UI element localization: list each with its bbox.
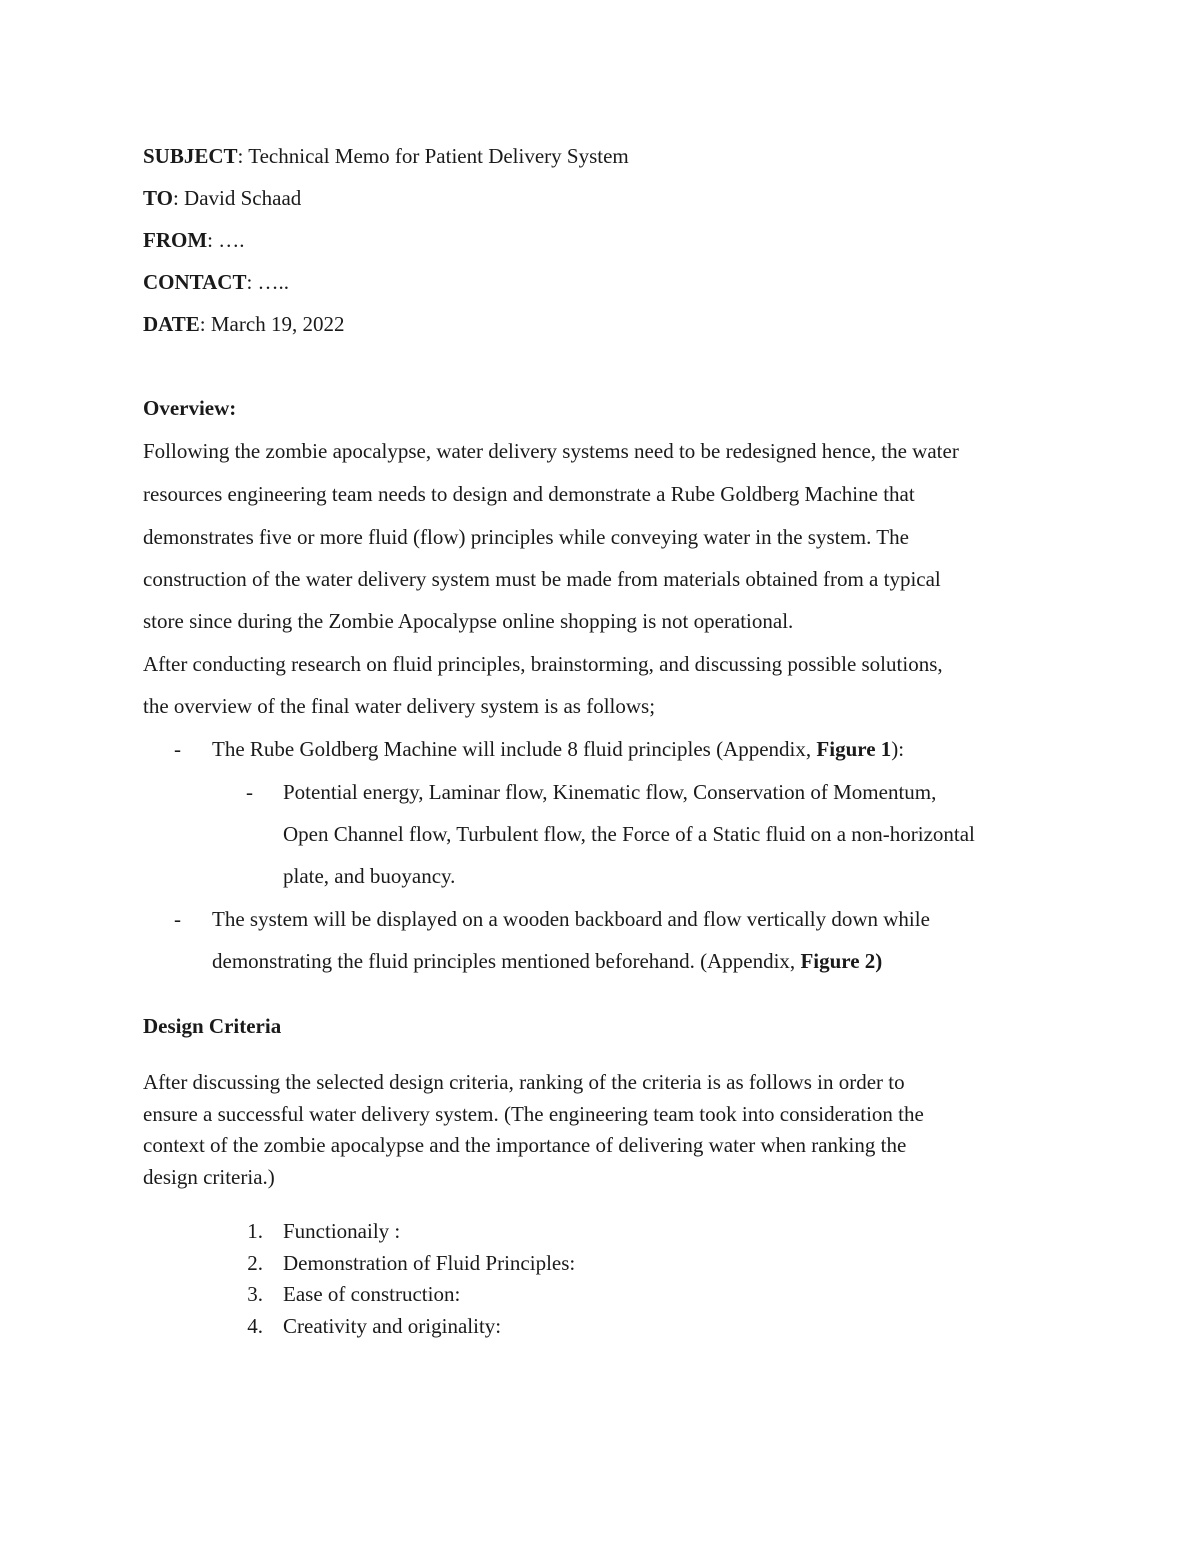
- overview-line: the overview of the final water delivery system is as follows;: [143, 694, 656, 718]
- design-line: ensure a successful water delivery system. (The engineering team took into consideration the: [143, 1102, 924, 1126]
- bullet-item: The system will be displayed on a wooden backboard and flow vertically down while: [212, 907, 930, 931]
- design-line: design criteria.): [143, 1165, 275, 1189]
- overview-line: demonstrates five or more fluid (flow) principles while conveying water in the system. The: [143, 525, 909, 549]
- bullet-text: The Rube Goldberg Machine will include 8 fluid principles (Appendix,: [212, 737, 817, 761]
- contact-label: CONTACT: [143, 270, 247, 294]
- subject-line: [143, 146, 629, 167]
- list-item: Demonstration of Fluid Principles:: [283, 1251, 576, 1275]
- bullet-dash: -: [174, 907, 181, 931]
- list-item: Creativity and originality:: [283, 1314, 502, 1338]
- list-number: 3.: [247, 1282, 263, 1306]
- list-number: 4.: [247, 1314, 263, 1338]
- subject-label: SUBJECT: [143, 144, 238, 168]
- to-value: : David Schaad: [172, 186, 302, 210]
- figure-ref: Figure 2): [800, 949, 883, 973]
- bullet-text-end: ):: [891, 737, 905, 761]
- subject-value: : Technical Memo for Patient Delivery System: [237, 144, 629, 168]
- overview-line: After conducting research on fluid principles, brainstorming, and discussing possible solutions,: [143, 652, 943, 676]
- list-item: Functionaily :: [283, 1219, 401, 1243]
- overview-heading: Overview:: [143, 396, 237, 420]
- contact-value: : …..: [246, 270, 290, 294]
- overview-line: construction of the water delivery system must be made from materials obtained from a typical: [143, 567, 941, 591]
- from-value: : ….: [207, 228, 245, 252]
- list-number: 2.: [247, 1251, 263, 1275]
- design-line: context of the zombie apocalypse and the importance of delivering water when ranking the: [143, 1133, 907, 1157]
- overview-line: Following the zombie apocalypse, water delivery systems need to be redesigned hence, the water: [143, 439, 959, 463]
- contact-line: [143, 272, 289, 293]
- date-label: DATE: [143, 312, 200, 336]
- sub-bullet-dash: -: [246, 780, 253, 804]
- from-label: FROM: [143, 228, 208, 252]
- sub-bullet-line: Potential energy, Laminar flow, Kinematic flow, Conservation of Momentum,: [283, 780, 937, 804]
- overview-line: resources engineering team needs to design and demonstrate a Rube Goldberg Machine that: [143, 482, 915, 506]
- from-line: [143, 230, 245, 251]
- date-value: : March 19, 2022: [199, 312, 345, 336]
- bullet-dash: -: [174, 737, 181, 761]
- date-line: [143, 314, 344, 335]
- bullet-item: [212, 739, 904, 760]
- list-number: 1.: [247, 1219, 263, 1243]
- bullet-text: demonstrating the fluid principles mentioned beforehand. (Appendix,: [212, 949, 801, 973]
- design-criteria-heading: Design Criteria: [143, 1014, 282, 1038]
- sub-bullet-line: Open Channel flow, Turbulent flow, the Force of a Static fluid on a non-horizontal: [283, 822, 975, 846]
- bullet-item-cont: [212, 951, 882, 972]
- sub-bullet-line: plate, and buoyancy.: [283, 864, 456, 888]
- overview-line: store since during the Zombie Apocalypse online shopping is not operational.: [143, 609, 794, 633]
- design-line: After discussing the selected design criteria, ranking of the criteria is as follows in order to: [143, 1070, 905, 1094]
- figure-ref: Figure 1: [816, 737, 892, 761]
- to-label: TO: [143, 186, 173, 210]
- list-item: Ease of construction:: [283, 1282, 461, 1306]
- to-line: [143, 188, 301, 209]
